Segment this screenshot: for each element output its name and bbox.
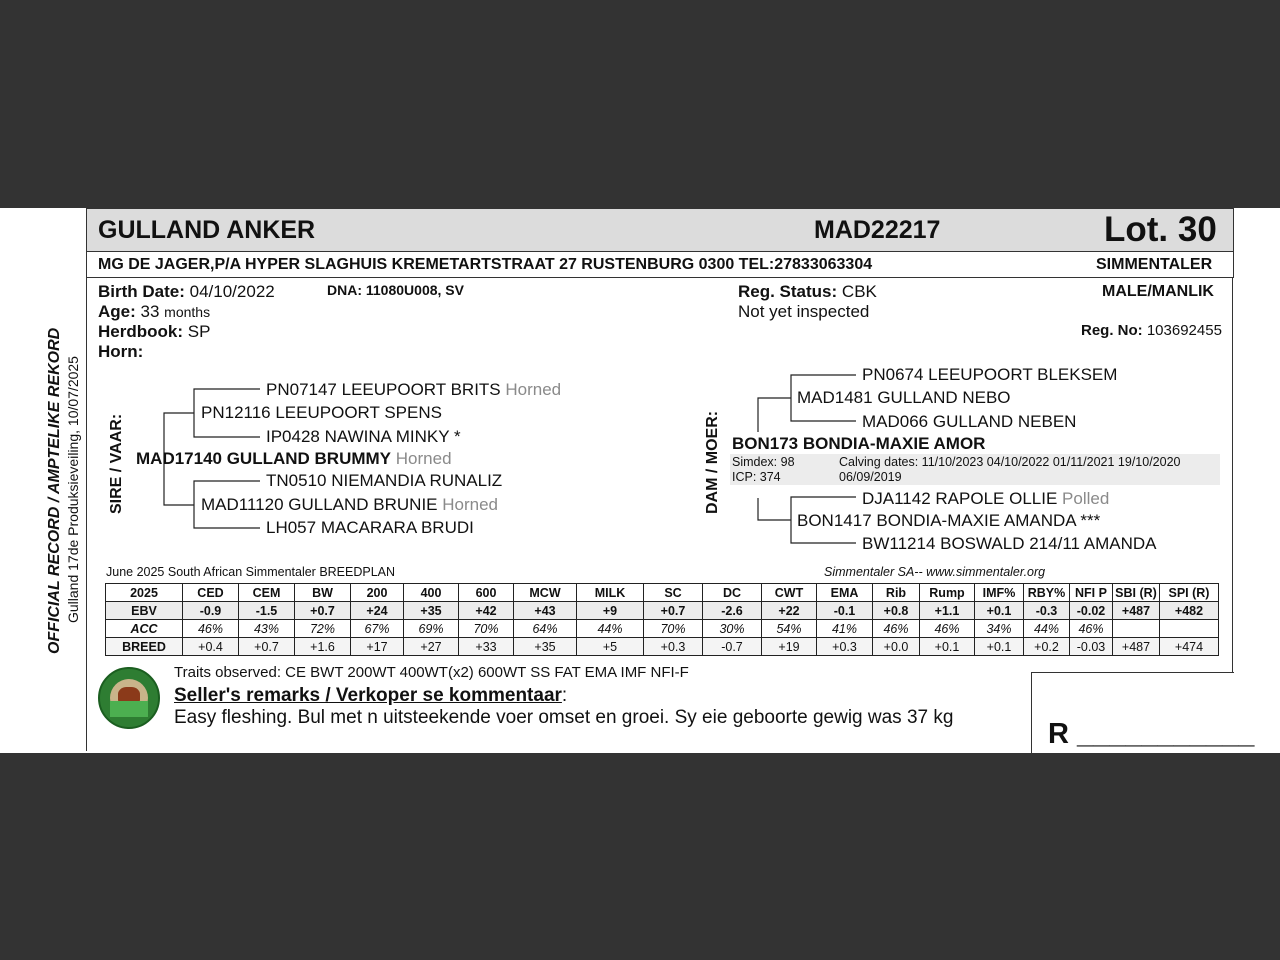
breed-row-cell: -0.03	[1070, 638, 1113, 656]
ebv-row-cell: +0.7	[644, 602, 703, 620]
seller-remarks-text: Easy fleshing. Bul met n uitsteekende voer omset en groei. Sy eie geboorte gewig was 37 kg	[174, 707, 954, 728]
dds-note: Polled	[1062, 489, 1110, 508]
dam-sire: MAD1481 GULLAND NEBO	[797, 388, 1011, 407]
breed-row-cell: +0.2	[1024, 638, 1070, 656]
dam-label: DAM / MOER:	[704, 410, 721, 514]
ebv-row-cell: +1.1	[920, 602, 975, 620]
acc-row-cell: 46%	[183, 620, 239, 638]
acc-row-cell: ACC	[106, 620, 183, 638]
ebv-header-row-cell: BW	[295, 584, 351, 602]
herdbook-label: Herdbook:	[98, 322, 183, 341]
ebv-header-row-cell: Rib	[873, 584, 920, 602]
ebv-header-row-cell: NFI P	[1070, 584, 1113, 602]
acc-row-cell: 44%	[577, 620, 644, 638]
ebv-header-row-cell: SPI (R)	[1160, 584, 1219, 602]
breed-row	[106, 638, 1219, 656]
sire-sire-dam: IP0428 NAWINA MINKY *	[266, 427, 461, 446]
price-field[interactable]: R ___________	[1048, 718, 1255, 750]
ebv-header-row-cell: MILK	[577, 584, 644, 602]
dam-calving-dates: Calving dates: 11/10/2023 04/10/2022 01/11/2021 19/10/2020	[839, 455, 1181, 469]
dam-name: BON173 BONDIA-MAXIE AMOR	[732, 434, 986, 453]
birth-date-value: 04/10/2022	[189, 282, 275, 301]
herdbook-value: SP	[187, 322, 211, 341]
acc-row-cell: 44%	[1024, 620, 1070, 638]
reg-status-value: CBK	[841, 282, 877, 301]
breed-row-cell: +0.0	[873, 638, 920, 656]
ebv-row-cell: +487	[1113, 602, 1160, 620]
breed-row-cell: +5	[577, 638, 644, 656]
dam-simdex: Simdex: 98	[732, 455, 795, 469]
sd-note: Horned	[442, 495, 499, 514]
breed-row-cell: +17	[351, 638, 404, 656]
dam-dam-sire	[862, 489, 1109, 509]
ebv-header-row-cell: CEM	[239, 584, 295, 602]
acc-row-cell	[1160, 620, 1219, 638]
sire-label: SIRE / VAAR:	[108, 413, 125, 514]
dam-sire-dam: MAD066 GULLAND NEBEN	[862, 412, 1077, 431]
acc-row-cell: 34%	[975, 620, 1024, 638]
official-record-label: OFFICIAL RECORD / AMPTELIKE REKORD	[46, 327, 63, 654]
ebv-row-cell: +0.7	[295, 602, 351, 620]
ebv-row-cell: +24	[351, 602, 404, 620]
ebv-header-row-cell: 2025	[106, 584, 183, 602]
remarks-colon: :	[561, 685, 568, 706]
ebv-row	[106, 602, 1219, 620]
ebv-table	[105, 583, 1219, 656]
ebv-row-cell: +0.8	[873, 602, 920, 620]
reg-number-label: Reg. No:	[1081, 322, 1143, 339]
acc-row-cell: 46%	[1070, 620, 1113, 638]
dam-icp: ICP: 374	[732, 470, 781, 484]
breed-row-cell: +19	[762, 638, 817, 656]
acc-row-cell: 70%	[644, 620, 703, 638]
ebv-row-cell: -0.9	[183, 602, 239, 620]
ebv-row-cell: -0.3	[1024, 602, 1070, 620]
breed-row-cell: +1.6	[295, 638, 351, 656]
breed-row-cell: +35	[514, 638, 577, 656]
age-value: 33	[140, 302, 160, 321]
breed-row-cell: +487	[1113, 638, 1160, 656]
ebv-header-row-cell: IMF%	[975, 584, 1024, 602]
ebv-header-row-cell: EMA	[817, 584, 873, 602]
ebv-header-row-cell: RBY%	[1024, 584, 1070, 602]
ebv-header-row-cell: 400	[404, 584, 459, 602]
ebv-row-cell: +482	[1160, 602, 1219, 620]
ebv-header-row-cell: MCW	[514, 584, 577, 602]
sire-dam-sire: TN0510 NIEMANDIA RUNALIZ	[266, 471, 503, 490]
ebv-header-row-cell: Rump	[920, 584, 975, 602]
sex: MALE/MANLIK	[1102, 283, 1214, 300]
dam-dam-dam: BW11214 BOSWALD 214/11 AMANDA	[862, 534, 1157, 553]
acc-row	[106, 620, 1219, 638]
ebv-header-row-cell: SC	[644, 584, 703, 602]
dam-calving-dates-2: 06/09/2019	[839, 470, 902, 484]
ebv-header-row-cell: 600	[459, 584, 514, 602]
acc-row-cell	[1113, 620, 1160, 638]
sss-name: PN07147 LEEUPOORT BRITS	[266, 380, 501, 399]
sire-dam	[201, 495, 498, 515]
acc-row-cell: 70%	[459, 620, 514, 638]
dam-lower-connector	[758, 498, 791, 520]
breed-row-cell: +0.3	[644, 638, 703, 656]
sd-name: MAD11120 GULLAND BRUNIE	[201, 495, 438, 514]
ebv-header-row-cell: DC	[703, 584, 762, 602]
sire-dam-dam: LH057 MACARARA BRUDI	[266, 518, 474, 537]
ebv-row-cell: -0.02	[1070, 602, 1113, 620]
society-caption: Simmentaler SA-- www.simmentaler.org	[824, 565, 1046, 579]
ebv-row-cell: +22	[762, 602, 817, 620]
breed-name: SIMMENTALER	[1096, 256, 1213, 273]
breed-row-cell: +0.3	[817, 638, 873, 656]
breed-row-cell: -0.7	[703, 638, 762, 656]
breed-row-cell: +0.1	[975, 638, 1024, 656]
reg-code: MAD22217	[814, 216, 941, 244]
society-logo-icon	[98, 667, 160, 729]
dam-dam: BON1417 BONDIA-MAXIE AMANDA ***	[797, 511, 1101, 530]
ebv-row-cell: +43	[514, 602, 577, 620]
catalogue-card	[0, 208, 1280, 753]
dam-upper-connector	[758, 398, 791, 432]
reg-number-value: 103692455	[1146, 322, 1222, 339]
breed-row-cell: +0.7	[239, 638, 295, 656]
acc-row-cell: 46%	[873, 620, 920, 638]
lot-number: Lot. 30	[1104, 210, 1217, 249]
acc-row-cell: 64%	[514, 620, 577, 638]
birth-date-label: Birth Date:	[98, 282, 185, 301]
ebv-header-row-cell: 200	[351, 584, 404, 602]
ebv-row-cell: -0.1	[817, 602, 873, 620]
sss-note: Horned	[505, 380, 562, 399]
ebv-header-row	[106, 584, 1219, 602]
acc-row-cell: 69%	[404, 620, 459, 638]
breed-row-cell: +474	[1160, 638, 1219, 656]
breed-row-cell: +0.4	[183, 638, 239, 656]
acc-row-cell: 54%	[762, 620, 817, 638]
sire-note: Horned	[395, 449, 452, 468]
acc-row-cell: 41%	[817, 620, 873, 638]
acc-row-cell: 46%	[920, 620, 975, 638]
seller-remarks-heading	[174, 685, 567, 707]
breed-row-cell: +27	[404, 638, 459, 656]
ebv-row-cell: +35	[404, 602, 459, 620]
acc-row-cell: 43%	[239, 620, 295, 638]
dam-sire-sire: PN0674 LEEUPOORT BLEKSEM	[862, 365, 1118, 384]
inspection-status: Not yet inspected	[738, 302, 870, 321]
breed-row-cell: +33	[459, 638, 514, 656]
ebv-row-cell: +9	[577, 602, 644, 620]
breed-row-cell: BREED	[106, 638, 183, 656]
age-unit: months	[164, 304, 211, 320]
sire-name	[136, 449, 452, 469]
ebv-row-cell: +42	[459, 602, 514, 620]
remarks-title: Seller's remarks / Verkoper se kommentaar	[174, 685, 562, 706]
traits-observed: Traits observed: CE BWT 200WT 400WT(x2) 600WT SS FAT EMA IMF NFI-F	[174, 664, 689, 681]
reg-status-label: Reg. Status:	[738, 282, 838, 301]
animal-name: GULLAND ANKER	[98, 216, 316, 244]
acc-row-cell: 67%	[351, 620, 404, 638]
dna-info: DNA: 11080U008, SV	[327, 282, 464, 298]
ebv-header-row-cell: CED	[183, 584, 239, 602]
sire-name-text: MAD17140 GULLAND BRUMMY	[136, 449, 392, 468]
age-label: Age:	[98, 302, 136, 321]
sire-sire: PN12116 LEEUPOORT SPENS	[201, 403, 442, 422]
breed-row-cell: +0.1	[920, 638, 975, 656]
horn-label: Horn:	[98, 342, 144, 361]
owner-line: MG DE JAGER,P/A HYPER SLAGHUIS KREMETARTSTRAAT 27 RUSTENBURG 0300 TEL:27833063304	[98, 256, 873, 273]
ebv-row-cell: +0.1	[975, 602, 1024, 620]
ebv-row-cell: -1.5	[239, 602, 295, 620]
ebv-row-cell: -2.6	[703, 602, 762, 620]
ebv-row-cell: EBV	[106, 602, 183, 620]
sale-label: Gulland 17de Produksieveiling, 10/07/2025	[65, 356, 81, 623]
breedplan-caption: June 2025 South African Simmentaler BREEDPLAN	[106, 565, 396, 579]
acc-row-cell: 72%	[295, 620, 351, 638]
ebv-header-row-cell: CWT	[762, 584, 817, 602]
dds-name: DJA1142 RAPOLE OLLIE	[862, 489, 1058, 508]
acc-row-cell: 30%	[703, 620, 762, 638]
ebv-header-row-cell: SBI (R)	[1113, 584, 1160, 602]
sire-sire-sire	[266, 380, 561, 400]
